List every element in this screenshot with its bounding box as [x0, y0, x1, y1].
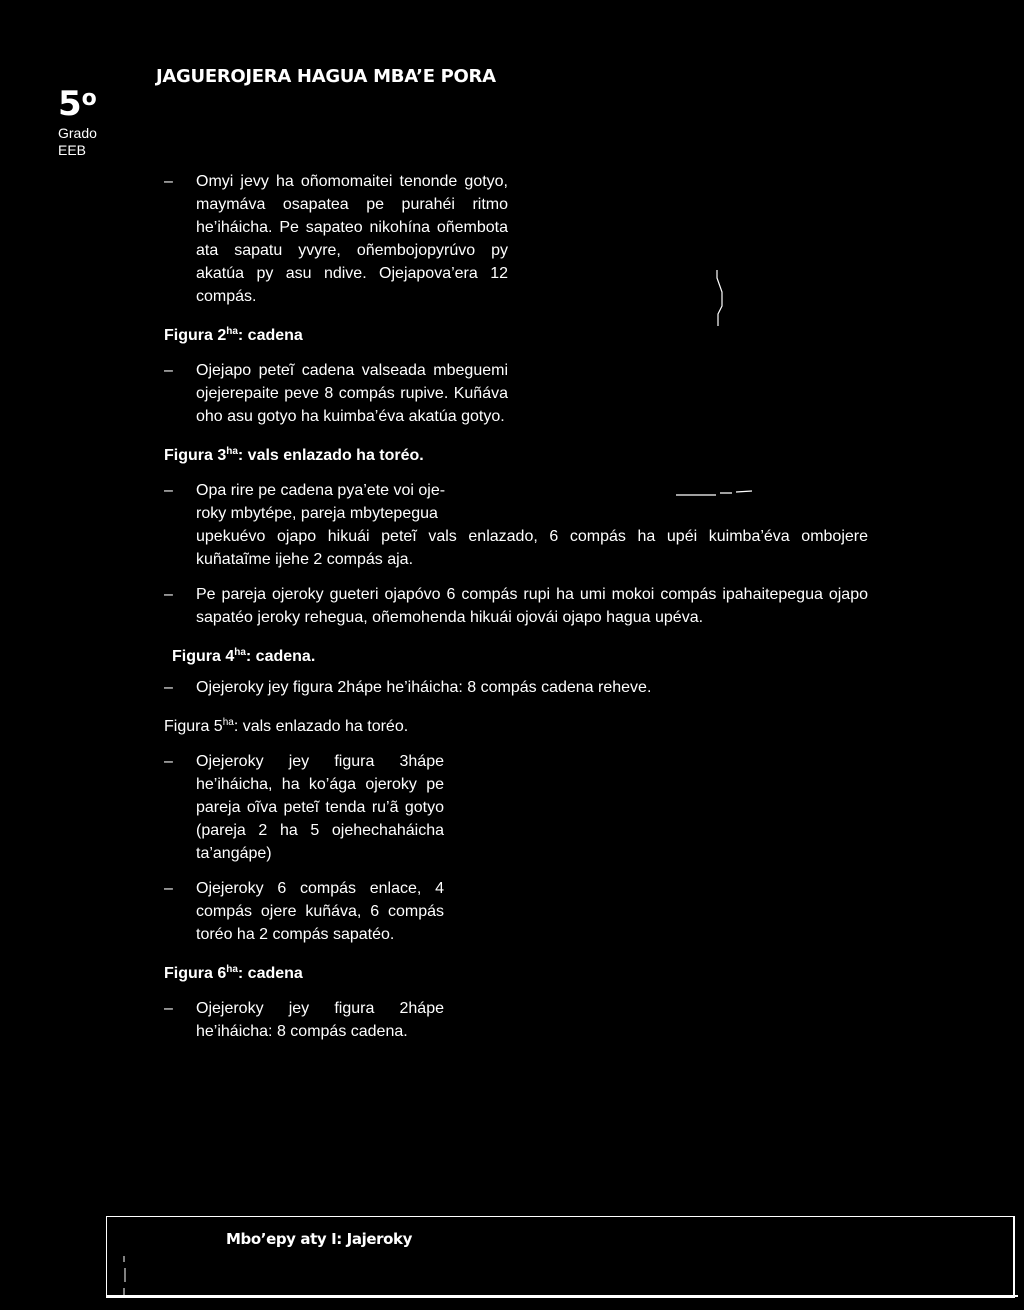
footer-divider [106, 1295, 1018, 1297]
grade-number: 5$^o$ [58, 84, 97, 124]
footer-tick-mark [122, 1256, 128, 1296]
dash-bullet: – [164, 362, 173, 379]
footer-box [106, 1216, 1015, 1298]
grade-suffix: o [81, 86, 97, 111]
figure-heading: Figura $4^{ha}$: cadena. [172, 647, 316, 665]
figure-heading: Figura $3^{ha}$: vals enlazado ha toréo. [164, 446, 424, 464]
list-item [164, 479, 868, 571]
dash-bullet: – [164, 1000, 173, 1017]
item-text: Ojejeroky jey figura 2hápe he’iháicha: 8 compás cadena reheve. [196, 679, 652, 696]
item-text-line: roky mbytépe, pareja mbytepegua [196, 505, 438, 522]
item-text: Ojejeroky 6 compás enlace, 4 compás ojere kuñáva, 6 compás toréo ha 2 compás sapatéo. [196, 880, 444, 943]
dash-bullet: – [164, 880, 173, 897]
item-text: Ojejapo peteĩ cadena valseada mbeguemi ojejerepaite peve 8 compás rupive. Kuñáva oho asu gotyo ha kuimba’éva akatúa gotyo. [196, 362, 508, 425]
list-item [164, 997, 444, 1043]
figure-heading: Figura $6^{ha}$: cadena [164, 964, 303, 982]
item-text-line: Opa rire pe cadena pya’ete voi oje- [196, 482, 446, 499]
figure-heading: Figura $5^{ha}$: vals enlazado ha toréo. [164, 717, 409, 735]
item-text: Omyi jevy ha oñomomaitei tenonde gotyo, maymáva osapatea pe purahéi ritmo he’iháicha. Pe sapateo nikohína oñembota ata sapatu yvyre, oñembojopyrúvo py akatúa py asu ndive. Ojejapova’era 12 compás. [196, 173, 508, 305]
dash-bullet: – [164, 482, 173, 499]
dash-bullet: – [164, 753, 173, 770]
item-text: Ojejeroky jey figura 3hápe he’iháicha, ha ko’ága ojeroky pe pareja oĩva peteĩ tenda ru’ã gotyo (pareja 2 ha 5 ojehechaháicha ta’angápe) [196, 753, 444, 862]
list-item [164, 583, 868, 629]
item-text: upekuévo ojapo hikuái peteĩ vals enlazado, 6 compás ha upéi kuimba’éva ombojere kuñataĩme ijehe 2 compás aja. [196, 528, 868, 568]
list-item [164, 750, 444, 865]
list-item [164, 359, 508, 428]
list-item [164, 170, 508, 308]
dash-bullet: – [164, 679, 173, 696]
grade-box [58, 82, 128, 159]
item-text: Ojejeroky jey figura 2hápe he’iháicha: 8 compás cadena. [196, 1000, 444, 1040]
list-item [164, 877, 444, 946]
footer-title: Mbo’epy aty I: Jajeroky [226, 1230, 412, 1248]
list-item [164, 676, 868, 699]
dash-bullet: – [164, 586, 173, 603]
page-title: JAGUEROJERA HAGUA MBA’E PORA [156, 66, 496, 87]
main-content [164, 170, 868, 1055]
grade-label: Grado [58, 125, 97, 141]
dash-bullet: – [164, 173, 173, 190]
figure-heading: Figura $2^{ha}$: cadena [164, 326, 303, 344]
grade-level: EEB [58, 142, 87, 158]
item-text: Pe pareja ojeroky gueteri ojapóvo 6 compás rupi ha umi mokoi compás ipahaitepegua ojapo sapatéo jeroky rehegua, oñemohenda hikuái ojovái ojapo hagua upéva. [196, 586, 868, 626]
